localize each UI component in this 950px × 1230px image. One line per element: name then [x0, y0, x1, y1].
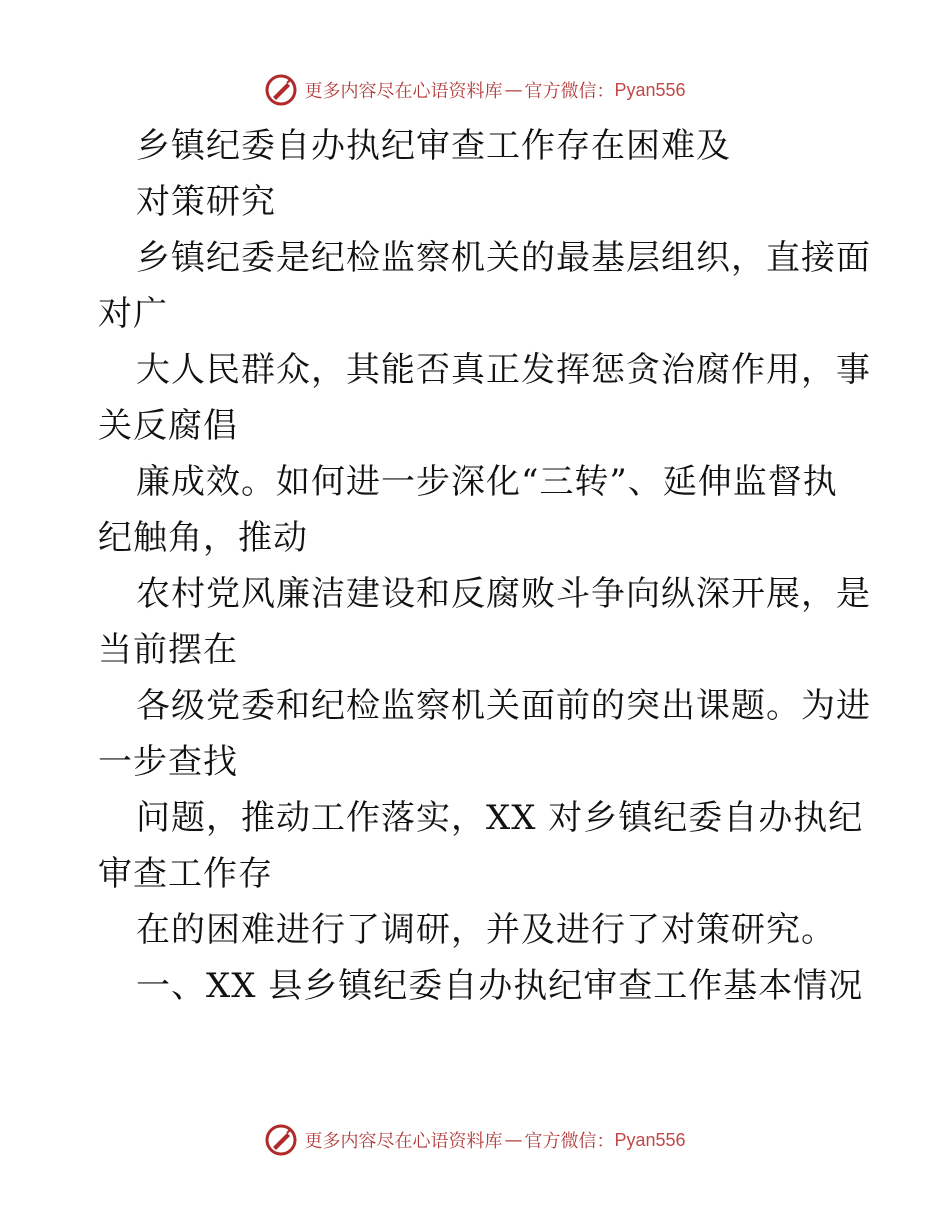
document-line: 各级党委和纪检监察机关面前的突出课题。为进: [136, 686, 871, 726]
watermark-wechat-id: Pyan556: [614, 1129, 686, 1150]
watermark-wechat-id: Pyan556: [614, 79, 686, 100]
document-line: 关反腐倡: [98, 406, 238, 446]
document-line: 对策研究: [136, 182, 276, 222]
watermark-separator: —: [504, 1129, 523, 1151]
footer-watermark: [0, 1120, 950, 1160]
header-watermark: [0, 70, 950, 110]
document-line: 大人民群众，其能否真正发挥惩贪治腐作用，事: [136, 350, 871, 390]
watermark-separator: —: [504, 79, 523, 101]
watermark-wechat-label: 官方微信：: [524, 81, 615, 102]
document-line: 乡镇纪委是纪检监察机关的最基层组织，直接面: [136, 238, 871, 278]
document-line: 在的困难进行了调研，并及进行了对策研究。: [136, 910, 836, 950]
watermark-text: 更多内容尽在心语资料库: [304, 81, 503, 102]
watermark-text: 更多内容尽在心语资料库: [304, 1131, 503, 1152]
document-line: 对广: [98, 294, 168, 334]
document-line: 乡镇纪委自办执纪审查工作存在困难及: [136, 126, 731, 166]
document-line: 一步查找: [98, 742, 238, 782]
document-line: 农村党风廉洁建设和反腐败斗争向纵深开展，是: [136, 574, 871, 614]
watermark-wechat-label: 官方微信：: [524, 1131, 615, 1152]
document-line: 当前摆在: [98, 630, 238, 670]
document-line: 问题，推动工作落实，XX 对乡镇纪委自办执纪: [136, 798, 864, 838]
document-line: 廉成效。如何进一步深化“三转”、延伸监督执: [136, 462, 838, 502]
document-line: 审查工作存: [98, 854, 273, 894]
document-line: 纪触角，推动: [98, 518, 308, 558]
document-line: 一、XX 县乡镇纪委自办执纪审查工作基本情况: [136, 966, 864, 1006]
watermark-logo-icon: [264, 1123, 298, 1157]
watermark-logo-icon: [264, 73, 298, 107]
document-body: [98, 118, 871, 1014]
